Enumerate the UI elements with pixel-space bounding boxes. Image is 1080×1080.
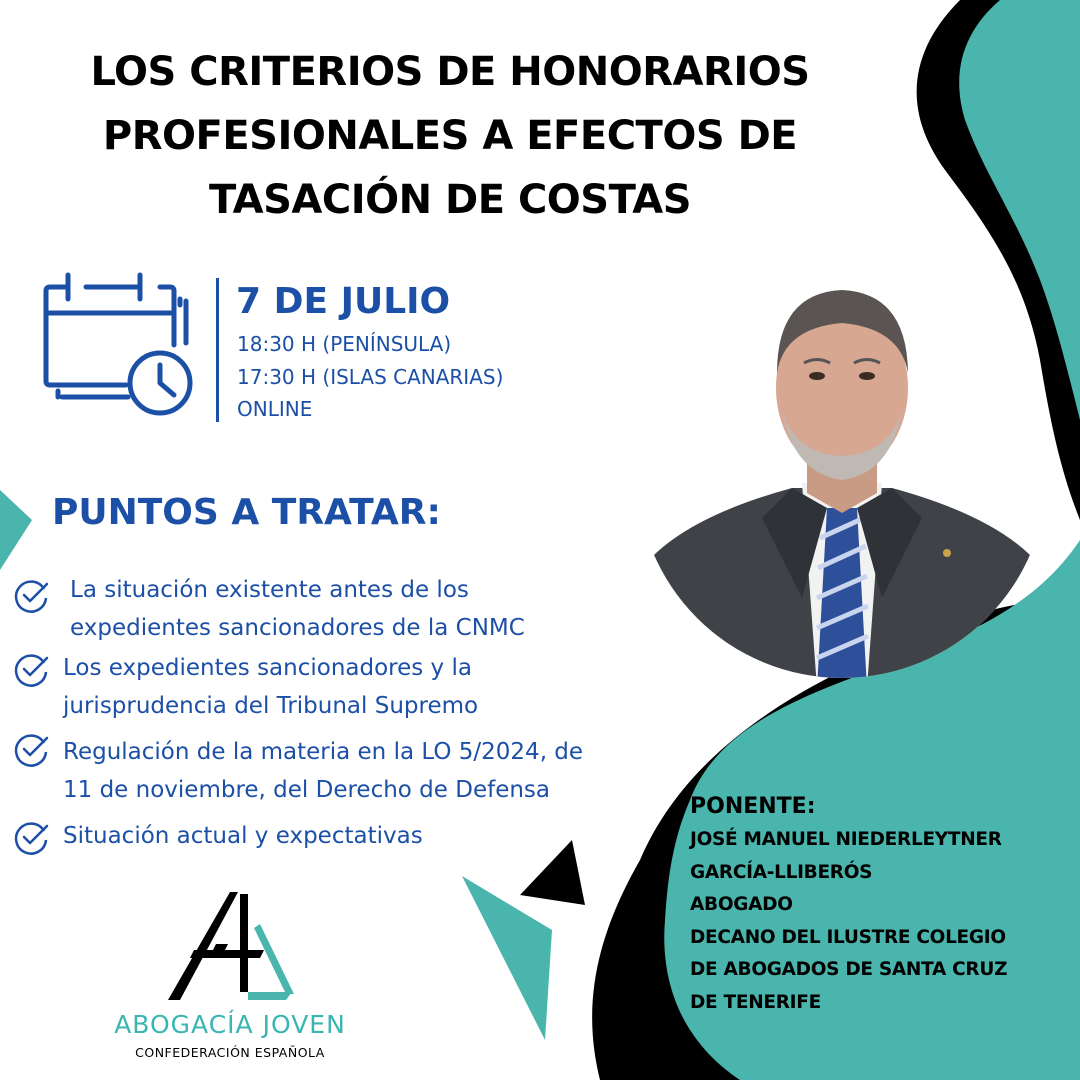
point-1-line-1: La situación existente antes de los [70, 577, 469, 603]
check-circle-icon [14, 652, 50, 688]
point-3-line-1: Regulación de la materia en la LO 5/2024, de [63, 739, 584, 765]
title-line-2: PROFESIONALES A EFECTOS DE [102, 113, 798, 159]
black-triangle-shape [520, 840, 585, 905]
speaker-line-2: GARCÍA-LLIBERÓS [690, 861, 873, 883]
calendar-clock-icon [38, 265, 198, 420]
event-time-peninsula: 18:30 H (PENÍNSULA) [237, 332, 452, 356]
title-line-3: TASACIÓN DE COSTAS [208, 177, 692, 223]
speaker-photo [642, 268, 1042, 688]
event-mode: ONLINE [237, 397, 313, 421]
check-circle-icon [14, 578, 50, 614]
event-date: 7 DE JULIO [236, 281, 451, 322]
speaker-line-5: DE ABOGADOS DE SANTA CRUZ [690, 959, 1008, 980]
point-2-line-2: jurisprudencia del Tribunal Supremo [63, 693, 479, 719]
event-time-canarias: 17:30 H (ISLAS CANARIAS) [237, 365, 504, 389]
point-1-line-2: expedientes sancionadores de la CNMC [70, 615, 525, 641]
page-title [40, 40, 860, 232]
point-2-line-1: Los expedientes sancionadores y la [63, 655, 472, 681]
speaker-block [690, 790, 1007, 1019]
points-heading: PUNTOS A TRATAR: [52, 492, 441, 533]
date-divider [216, 278, 219, 422]
check-circle-icon [14, 732, 50, 768]
point-4-line-1: Situación actual y expectativas [63, 823, 423, 849]
title-line-1: LOS CRITERIOS DE HONORARIOS [90, 49, 810, 95]
teal-triangle-left [0, 490, 32, 570]
organization-subtitle: CONFEDERACIÓN ESPAÑOLA [135, 1045, 325, 1060]
speaker-line-6: DE TENERIFE [690, 991, 821, 1013]
abogacia-joven-logo [168, 892, 298, 1004]
speaker-line-3: ABOGADO [690, 894, 793, 915]
speaker-line-1: JOSÉ MANUEL NIEDERLEYTNER [690, 829, 1002, 850]
speaker-label: PONENTE: [690, 794, 816, 819]
check-circle-icon [14, 820, 50, 856]
teal-triangle-shape [462, 876, 552, 1040]
point-3-line-2: 11 de noviembre, del Derecho de Defensa [63, 777, 551, 803]
speaker-line-4: DECANO DEL ILUSTRE COLEGIO [690, 926, 1006, 948]
organization-name: ABOGACÍA JOVEN [114, 1010, 346, 1039]
